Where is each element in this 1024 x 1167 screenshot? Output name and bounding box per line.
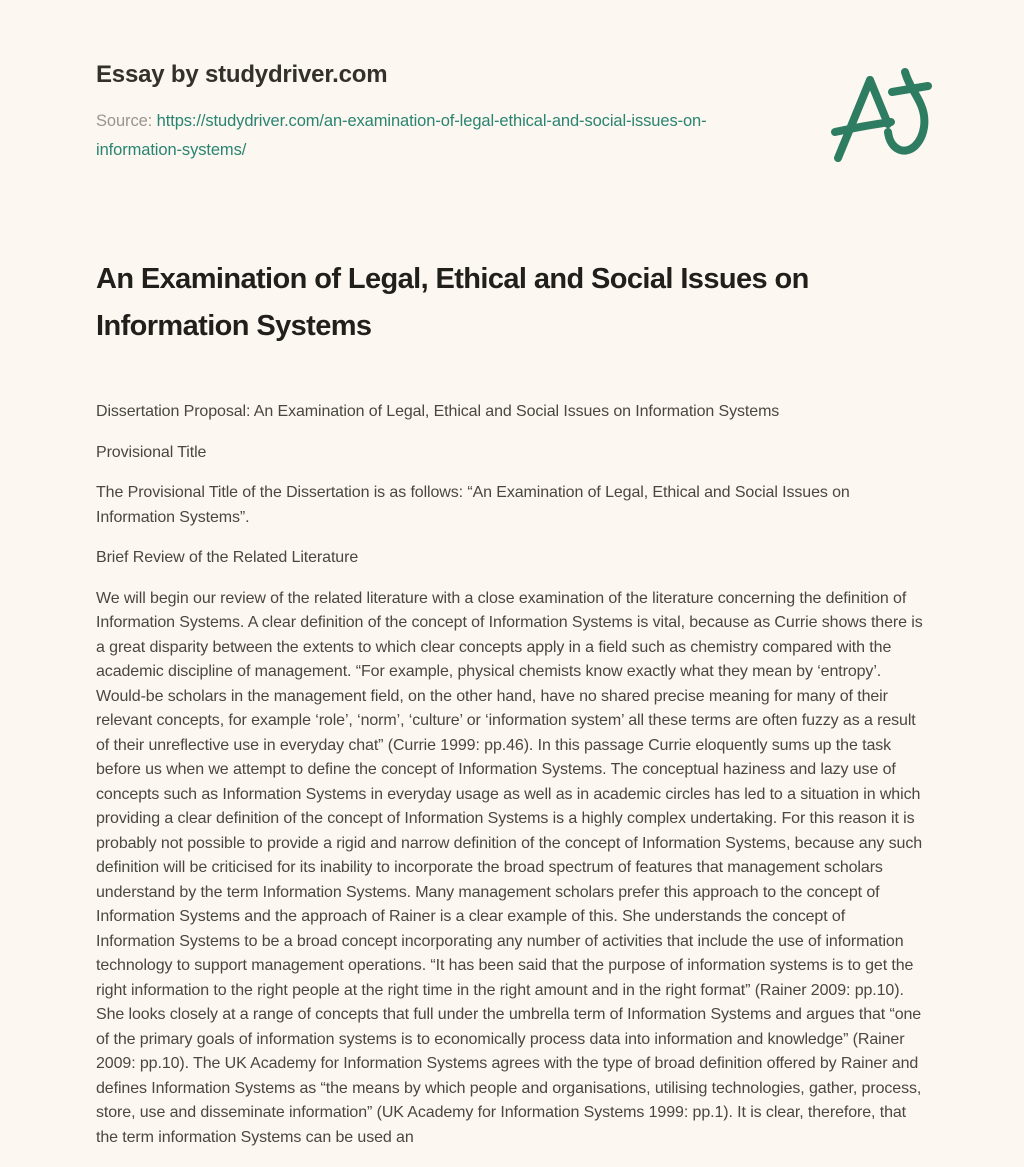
site-title: Essay by studydriver.com bbox=[96, 61, 388, 88]
heading-provisional-title: Provisional Title bbox=[96, 443, 207, 461]
header-text-block bbox=[96, 60, 928, 165]
paragraph-literature-review: We will begin our review of the related literature with a close examination of the literature concerning the definition of Information Systems. A clear definition of the concept of Information Systems is vital, because as Currie shows there is a great disparity between the extents to which clear concepts apply in a field such as chemistry compared with the academic discipline of management. “For example, physical chemists know exactly what they mean by ‘entropy’. Would-be scholars in the management field, on the other hand, have no shared precise meaning for many of their relevant concepts, for example ‘role’, ‘norm’, ‘culture’ or ‘information system’ all these terms are often fuzzy as a result of their unreflective use in everyday chat” (Currie 1999: pp.46). In this passage Currie eloquently sums up the task before us when we attempt to define the concept of Information Systems. The conceptual haziness and lazy use of concepts such as Information Systems in everyday usage as well as in academic circles has led to a situation in which providing a clear definition of the concept of Information Systems is a highly complex undertaking. For this reason it is probably not possible to provide a rigid and narrow definition of the concept of Information Systems, because any such definition will be criticised for its inability to incorporate the broad spectrum of features that management scholars understand by the term Information Systems. Many management scholars prefer this approach to the concept of Information Systems and the approach of Rainer is a clear example of this. She understands the concept of Information Systems to be a broad concept incorporating any number of activities that include the use of information technology to support management operations. “It has been said that the purpose of information systems is to get the right information to the right people at the right time in the right amount and in the right format” (Rainer 2009: pp.10). She looks closely at a range of concepts that full under the umbrella term of Information Systems and argues that “one of the primary goals of information systems is to economically process data into information and knowledge” (Rainer 2009: pp.10). The UK Academy for Information Systems agrees with the type of broad definition offered by Rainer and defines Information Systems as “the means by which people and organisations, utilising technologies, gather, process, store, use and disseminate information” (UK Academy for Information Systems 1999: pp.1). It is clear, therefore, that the term information Systems can be used an bbox=[96, 589, 923, 1146]
heading-brief-review-of-literature: Brief Review of the Related Literature bbox=[96, 549, 359, 566]
essay-content bbox=[96, 256, 928, 1150]
source-link[interactable]: https://studydriver.com/an-examination-of-legal-ethical-and-social-issues-on-information-systems/ bbox=[96, 112, 707, 159]
essay-title: An Examination of Legal, Ethical and Social Issues on Information Systems bbox=[96, 263, 809, 342]
a-plus-logo-icon bbox=[828, 62, 936, 174]
page-header bbox=[96, 60, 928, 165]
source-label: Source: bbox=[96, 112, 153, 130]
paragraph-provisional-title-statement: The Provisional Title of the Dissertation is as follows: “An Examination of Legal, Ethical and Social Issues on Information Systems”. bbox=[96, 484, 850, 526]
paragraph-dissertation-proposal: Dissertation Proposal: An Examination of Legal, Ethical and Social Issues on Information Systems bbox=[96, 403, 780, 420]
source-line bbox=[96, 107, 786, 165]
